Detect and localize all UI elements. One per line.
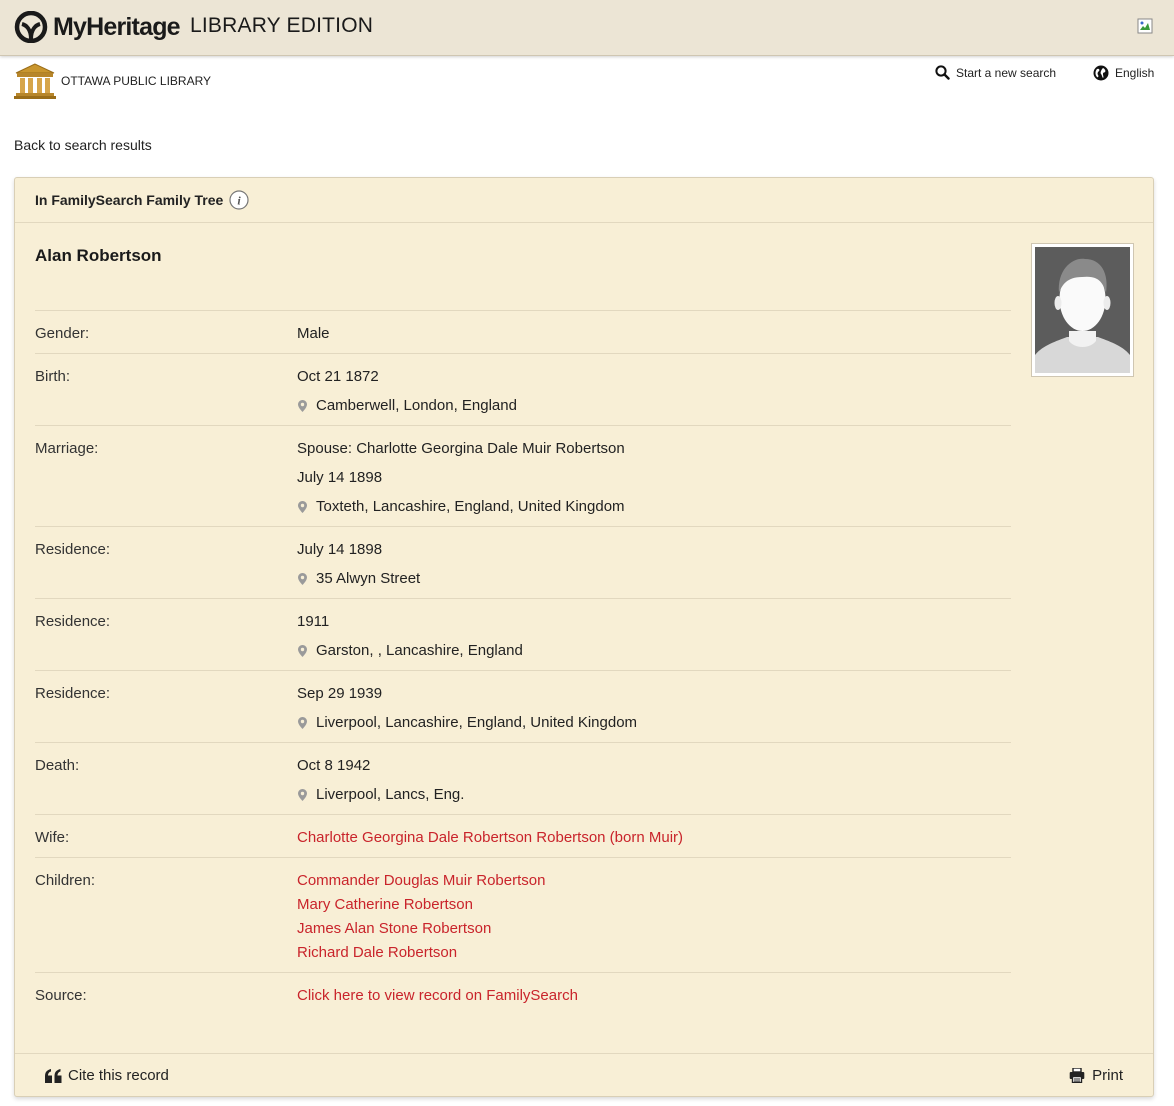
person-photo-placeholder — [1031, 243, 1134, 377]
fact-row-wife — [35, 814, 1011, 857]
fact-row-residence — [35, 598, 1011, 670]
record-card — [14, 177, 1154, 1097]
myheritage-logo-icon — [14, 11, 50, 43]
map-pin-icon — [298, 717, 307, 729]
globe-icon — [1093, 65, 1109, 81]
printer-icon — [1069, 1068, 1085, 1083]
fact-value: Male — [297, 325, 330, 342]
fact-date: Oct 8 1942 — [297, 757, 371, 774]
print-label: Print — [1092, 1067, 1123, 1084]
library-building-icon — [14, 62, 56, 100]
info-icon[interactable] — [229, 190, 249, 210]
fact-date: Oct 21 1872 — [297, 368, 379, 385]
fact-date: Sep 29 1939 — [297, 685, 383, 702]
card-footer — [15, 1053, 1153, 1096]
brand-name: MyHeritage — [53, 12, 180, 41]
fact-row-gender — [35, 310, 1011, 353]
fact-row-source — [35, 972, 1011, 1015]
map-pin-icon — [298, 645, 307, 657]
fact-place-text: Garston, , Lancashire, England — [316, 642, 523, 659]
fact-label: Residence: — [35, 541, 111, 558]
fact-place — [297, 713, 1011, 732]
fact-label: Source: — [35, 987, 87, 1004]
fact-label: Birth: — [35, 368, 71, 385]
language-label: English — [1115, 66, 1155, 80]
top-header-bar — [0, 0, 1174, 56]
fact-place-text: Toxteth, Lancashire, England, United Kingdom — [316, 498, 625, 515]
fact-label: Gender: — [35, 325, 90, 342]
fact-label: Wife: — [35, 829, 70, 846]
myheritage-logo[interactable] — [14, 11, 180, 43]
fact-place — [297, 497, 1011, 516]
fact-place-text: Liverpool, Lancashire, England, United Kingdom — [316, 714, 638, 731]
fact-row-children — [35, 857, 1011, 972]
start-new-search-label: Start a new search — [956, 65, 1057, 80]
cite-record-button[interactable] — [45, 1067, 169, 1084]
wife-link[interactable]: Charlotte Georgina Dale Robertson Robertson (born Muir) — [297, 829, 684, 846]
fact-row-death — [35, 742, 1011, 814]
fact-label: Death: — [35, 757, 80, 774]
fact-place-text: Liverpool, Lancs, Eng. — [316, 786, 465, 803]
fact-label: Marriage: — [35, 440, 99, 457]
svg-text:i: i — [237, 193, 241, 208]
fact-place — [297, 641, 1011, 660]
fact-row-residence — [35, 670, 1011, 742]
search-icon — [935, 65, 950, 80]
start-new-search-link[interactable] — [935, 65, 1056, 80]
cite-label: Cite this record — [68, 1067, 169, 1084]
map-pin-icon — [298, 789, 307, 801]
child-link[interactable]: Mary Catherine Robertson — [297, 896, 473, 913]
fact-place — [297, 569, 1011, 588]
quote-icon — [45, 1069, 62, 1083]
child-link[interactable]: James Alan Stone Robertson — [297, 920, 492, 937]
fact-row-residence — [35, 526, 1011, 598]
child-link[interactable]: Commander Douglas Muir Robertson — [297, 872, 546, 889]
fact-label: Children: — [35, 872, 96, 889]
edition-label: LIBRARY EDITION — [190, 14, 374, 37]
map-pin-icon — [298, 501, 307, 513]
facts-list — [35, 310, 1011, 1015]
print-button[interactable] — [1069, 1067, 1123, 1084]
fact-label: Residence: — [35, 685, 111, 702]
broken-image-icon — [1137, 18, 1153, 34]
view-source-link[interactable]: Click here to view record on FamilySearch — [297, 987, 578, 1004]
silhouette-avatar-icon — [1035, 247, 1130, 373]
language-selector[interactable] — [1093, 65, 1154, 81]
card-title: In FamilySearch Family Tree — [35, 192, 224, 208]
fact-date: July 14 1898 — [297, 469, 383, 486]
fact-row-marriage — [35, 425, 1011, 526]
library-name: OTTAWA PUBLIC LIBRARY — [61, 74, 212, 88]
fact-date: July 14 1898 — [297, 541, 383, 558]
card-header — [15, 178, 1153, 223]
child-link[interactable]: Richard Dale Robertson — [297, 944, 458, 961]
fact-date: 1911 — [297, 613, 330, 630]
fact-label: Residence: — [35, 613, 111, 630]
fact-row-birth — [35, 353, 1011, 425]
fact-place — [297, 396, 1011, 415]
person-name: Alan Robertson — [35, 246, 162, 265]
fact-place-text: 35 Alwyn Street — [316, 570, 421, 587]
map-pin-icon — [298, 400, 307, 412]
fact-place-text: Camberwell, London, England — [316, 397, 517, 414]
fact-place — [297, 785, 1011, 804]
back-to-results-link[interactable]: Back to search results — [14, 137, 152, 153]
fact-spouse: Spouse: Charlotte Georgina Dale Muir Robertson — [297, 440, 625, 457]
map-pin-icon — [298, 573, 307, 585]
